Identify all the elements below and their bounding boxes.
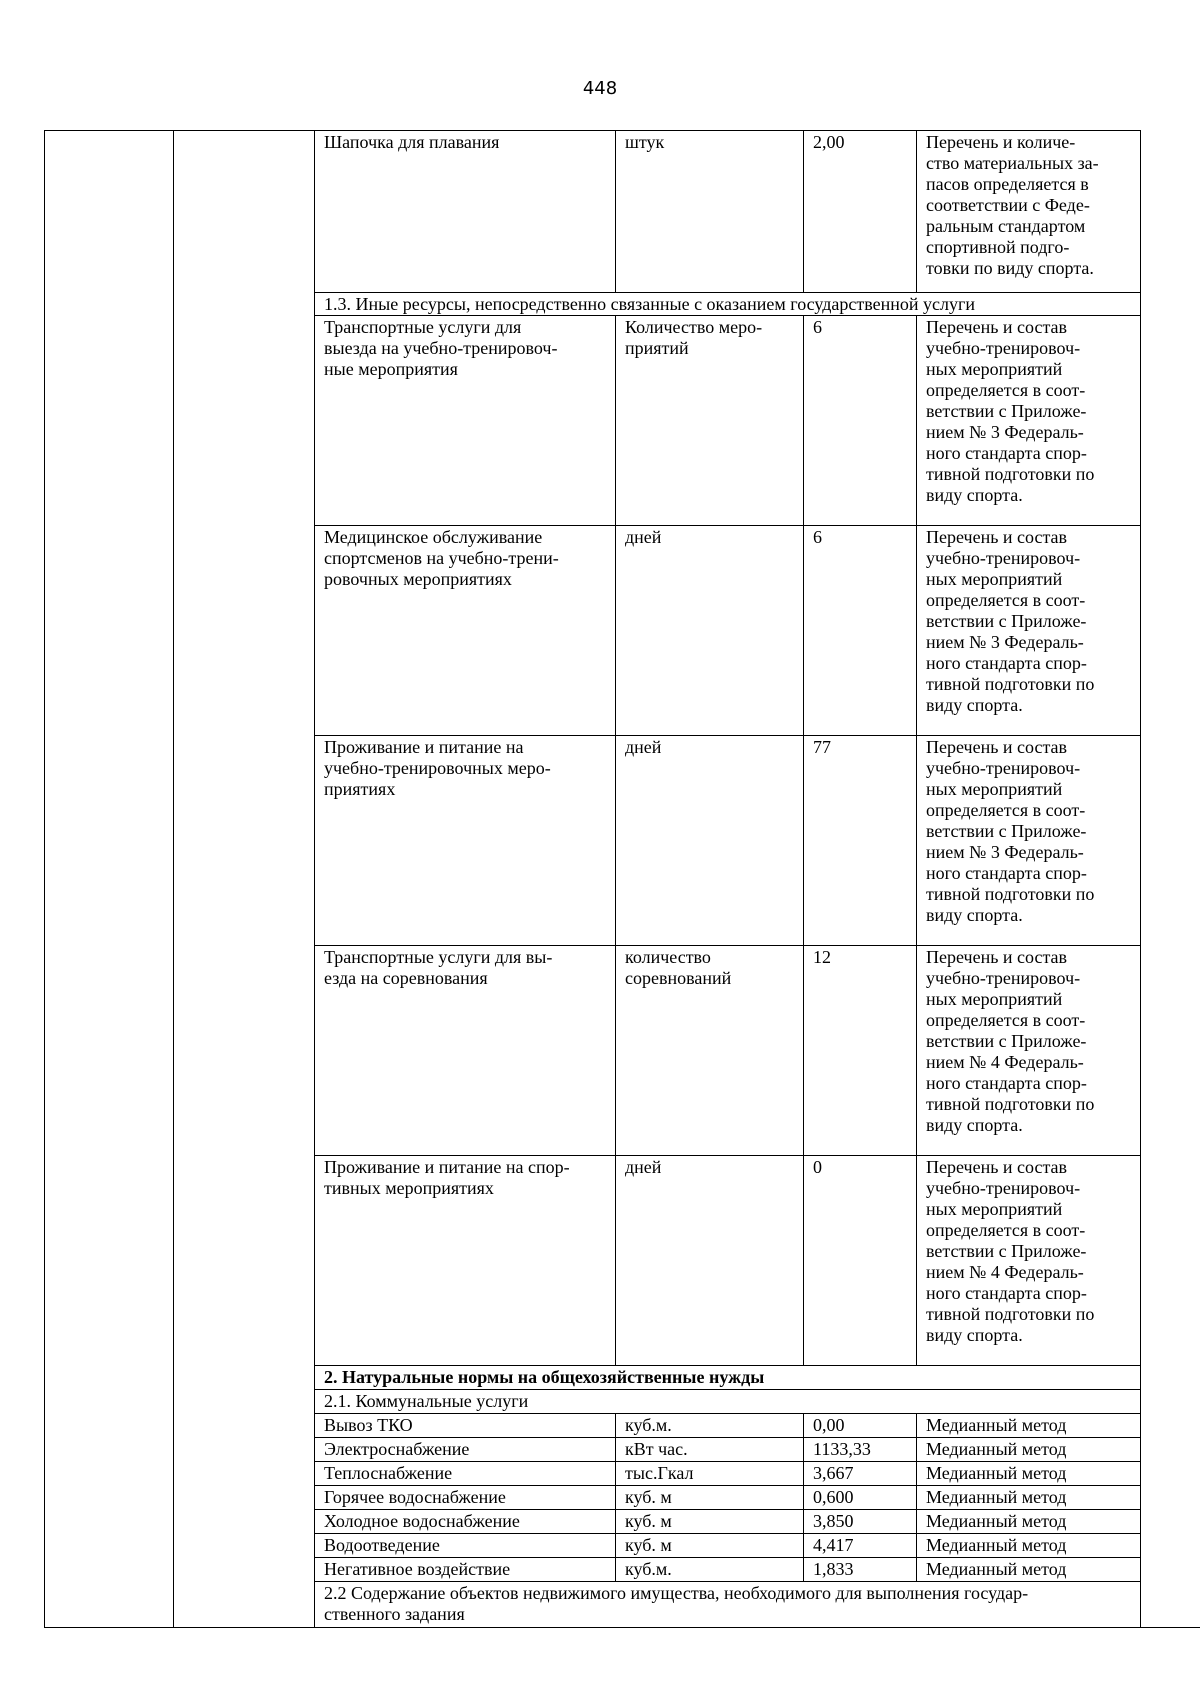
resource-unit: количество соревнований — [616, 946, 804, 1156]
resource-name: Транспортные услуги для вы- езда на соревнования — [315, 946, 616, 1156]
resource-name: Транспортные услуги для выезда на учебно-тренировоч- ные мероприятия — [315, 316, 616, 526]
utility-method: Медианный метод — [917, 1414, 1141, 1438]
section-title-2-2: 2.2 Содержание объектов недвижимого имущества, необходимого для выполнения государ- ственного задания — [315, 1582, 1200, 1628]
resource-value: 2,00 — [804, 131, 917, 293]
utility-name: Теплоснабжение — [315, 1462, 616, 1486]
resource-note: Перечень и количе- ство материальных за- пасов определяется в соответствии с Феде- ральным стандартом спортивной подго- товки по виду спорта. — [917, 131, 1141, 293]
utility-unit: куб. м — [616, 1534, 804, 1558]
utility-value: 4,417 — [804, 1534, 917, 1558]
table-row — [45, 131, 1200, 293]
resource-name: Медицинское обслуживание спортсменов на учебно-трени- ровочных мероприятиях — [315, 526, 616, 736]
resource-unit: штук — [616, 131, 804, 293]
resource-unit: дней — [616, 526, 804, 736]
section-title-2-1: 2.1. Коммунальные услуги — [315, 1390, 1141, 1414]
utility-unit: кВт час. — [616, 1438, 804, 1462]
utility-name: Водоотведение — [315, 1534, 616, 1558]
blank-margin — [1141, 131, 1200, 1628]
resource-unit: дней — [616, 736, 804, 946]
utility-name: Горячее водоснабжение — [315, 1486, 616, 1510]
resource-unit: Количество меро- приятий — [616, 316, 804, 526]
resource-value: 77 — [804, 736, 917, 946]
resource-note: Перечень и состав учебно-тренировоч- ных мероприятий определяется в соот- ветствии с Приложе- нием № 3 Федераль- ного стандарта спор- тивной подготовки по виду спорта. — [917, 316, 1141, 526]
resource-name: Шапочка для плавания — [315, 131, 616, 293]
resource-name: Проживание и питание на учебно-тренировочных меро- приятиях — [315, 736, 616, 946]
utility-method: Медианный метод — [917, 1510, 1141, 1534]
utility-unit: куб.м. — [616, 1558, 804, 1582]
resource-note: Перечень и состав учебно-тренировоч- ных мероприятий определяется в соот- ветствии с Приложе- нием № 3 Федераль- ного стандарта спор- тивной подготовки по виду спорта. — [917, 526, 1141, 736]
page-number: 448 — [582, 78, 618, 99]
utility-method: Медианный метод — [917, 1558, 1141, 1582]
utility-method: Медианный метод — [917, 1438, 1141, 1462]
utility-value: 1,833 — [804, 1558, 917, 1582]
resource-note: Перечень и состав учебно-тренировоч- ных мероприятий определяется в соот- ветствии с Приложе- нием № 4 Федераль- ного стандарта спор- тивной подготовки по виду спорта. — [917, 1156, 1141, 1366]
section-title-2: 2. Натуральные нормы на общехозяйственные нужды — [315, 1366, 1141, 1390]
outer-column-2 — [174, 131, 315, 1628]
utility-name: Электроснабжение — [315, 1438, 616, 1462]
resource-value: 6 — [804, 526, 917, 736]
utility-unit: куб.м. — [616, 1414, 804, 1438]
norms-table — [44, 130, 1200, 1628]
resource-value: 0 — [804, 1156, 917, 1366]
resource-value: 6 — [804, 316, 917, 526]
utility-method: Медианный метод — [917, 1486, 1141, 1510]
outer-column-1 — [45, 131, 174, 1628]
utility-unit: куб. м — [616, 1510, 804, 1534]
resource-unit: дней — [616, 1156, 804, 1366]
resource-name: Проживание и питание на спор- тивных мероприятиях — [315, 1156, 616, 1366]
utility-value: 3,667 — [804, 1462, 917, 1486]
resource-note: Перечень и состав учебно-тренировоч- ных мероприятий определяется в соот- ветствии с Приложе- нием № 3 Федераль- ного стандарта спор- тивной подготовки по виду спорта. — [917, 736, 1141, 946]
resource-note: Перечень и состав учебно-тренировоч- ных мероприятий определяется в соот- ветствии с Приложе- нием № 4 Федераль- ного стандарта спор- тивной подготовки по виду спорта. — [917, 946, 1141, 1156]
utility-method: Медианный метод — [917, 1534, 1141, 1558]
utility-value: 0,600 — [804, 1486, 917, 1510]
utility-value: 0,00 — [804, 1414, 917, 1438]
utility-value: 1133,33 — [804, 1438, 917, 1462]
utility-name: Негативное воздействие — [315, 1558, 616, 1582]
utility-unit: куб. м — [616, 1486, 804, 1510]
resource-value: 12 — [804, 946, 917, 1156]
section-title-1-3: 1.3. Иные ресурсы, непосредственно связанные с оказанием государственной услуги — [315, 293, 1141, 316]
utility-name: Холодное водоснабжение — [315, 1510, 616, 1534]
utility-name: Вывоз ТКО — [315, 1414, 616, 1438]
utility-value: 3,850 — [804, 1510, 917, 1534]
utility-method: Медианный метод — [917, 1462, 1141, 1486]
utility-unit: тыс.Гкал — [616, 1462, 804, 1486]
